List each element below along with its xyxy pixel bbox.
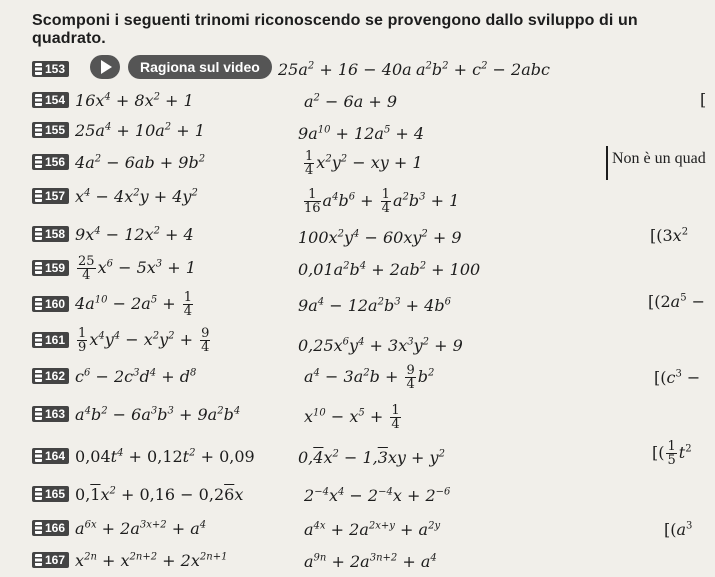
expression-left: $9x^4 - 12x^2 + 4$	[75, 224, 194, 244]
difficulty-icon	[35, 228, 42, 240]
exercise-number-badge: 153	[32, 61, 69, 77]
exercise-number-badge: 155	[32, 122, 69, 138]
exercise-number-badge: 161	[32, 332, 69, 348]
exercise-number-badge: 165	[32, 486, 69, 502]
difficulty-icon	[35, 450, 42, 462]
exercise-number-badge: 162	[32, 368, 69, 384]
difficulty-icon	[35, 334, 42, 346]
answer-note: [( $\frac{1}{5}$ $t^2$	[652, 439, 692, 468]
video-group[interactable]	[90, 55, 272, 79]
answer-note: [($c^3$ −	[654, 368, 701, 387]
expression-right: $0,4x^2 - 1,3xy + y^2$	[298, 448, 445, 467]
expression-right: $\frac{1}{4}$ $x^2y^2$ − xy + 1	[305, 149, 423, 178]
exercise-153	[32, 57, 69, 81]
exercise-number-badge: 164	[32, 448, 69, 464]
expression-right: $a^{9n} + 2a^{3n+2} + a^4$	[304, 552, 437, 571]
exercise-154	[32, 88, 194, 112]
exercise-161	[32, 325, 212, 355]
difficulty-icon	[35, 190, 42, 202]
difficulty-icon	[35, 488, 42, 500]
exercise-167	[32, 548, 227, 572]
expression-left: $a^4b^2 - 6a^3b^3 + 9a^2b^4$	[75, 404, 241, 424]
answer-note: [($2a^5$ −	[648, 292, 706, 311]
expression-left: $4a^2 - 6ab + 9b^2$	[75, 152, 206, 172]
exercise-number-badge: 154	[32, 92, 69, 108]
expression-right: $x^{10} - x^5$ + $\frac{1}{4}$	[304, 403, 400, 432]
difficulty-icon	[35, 156, 42, 168]
expression-left: $x^4 - 4x^2y + 4y^2$	[75, 186, 198, 206]
exercise-157	[32, 184, 198, 208]
exercise-number-badge: 157	[32, 188, 69, 204]
play-icon[interactable]	[90, 55, 120, 79]
expression-left: $4a^{10} - 2a^5$ + $\frac{1}{4}$	[75, 289, 193, 319]
expression-right: $a^2b^2 + c^2 - 2abc$	[416, 60, 550, 79]
exercise-number-badge: 158	[32, 226, 69, 242]
expression-left: $x^{2n} + x^{2n+2} + 2x^{2n+1}$	[75, 550, 228, 570]
expression-right: $2^{-4}x^4 - 2^{-4}x + 2^{-6}$	[304, 486, 451, 505]
expression-right: $\frac{1}{16}$ $a^4b^6$ + $\frac{1}{4}$ $a^2b^3 + 1$	[304, 187, 460, 216]
expression-right: $100x^2y^4 - 60xy^2 + 9$	[298, 228, 462, 247]
difficulty-icon	[35, 408, 42, 420]
answer-note: [($3x^2$	[650, 226, 689, 245]
exercise-number-badge: 163	[32, 406, 69, 422]
exercise-number-badge: 160	[32, 296, 69, 312]
exercise-165	[32, 482, 243, 506]
expression-left: $\frac{1}{9}$ $x^4y^4 - x^2y^2$ + $\frac{9}{4}$	[78, 325, 210, 355]
difficulty-icon	[35, 94, 42, 106]
exercise-159	[32, 253, 196, 283]
expression-video: $25a^2 + 16 - 40a$	[278, 60, 412, 79]
expression-left: $0,1x^2 + 0,16 - 0,26x$	[75, 484, 244, 504]
exercise-163	[32, 402, 240, 426]
exercise-number-badge: 159	[32, 260, 69, 276]
exercise-number-badge: 166	[32, 520, 69, 536]
answer-note: Non è un quad	[612, 150, 706, 167]
difficulty-icon	[35, 554, 42, 566]
expression-left: $\frac{25}{4}$ $x^6 - 5x^3 + 1$	[78, 253, 196, 283]
expression-right: $0,01a^2b^4 + 2ab^2 + 100$	[298, 260, 481, 279]
expression-right: $a^2 - 6a + 9$	[304, 92, 397, 111]
expression-right: $9a^{10} + 12a^5 + 4$	[298, 124, 425, 143]
exercise-number-badge: 156	[32, 154, 69, 170]
expression-left: $c^6 - 2c^3d^4 + d^8$	[75, 366, 197, 386]
expression-left: $16x^4 + 8x^2 + 1$	[75, 90, 194, 110]
difficulty-icon	[35, 124, 42, 136]
difficulty-icon	[35, 298, 42, 310]
difficulty-icon	[35, 370, 42, 382]
exercise-160	[32, 289, 195, 319]
exercise-155	[32, 118, 205, 142]
exercise-158	[32, 222, 194, 246]
exercise-164	[32, 444, 255, 468]
expression-right: $0,25x^6y^4 + 3x^3y^2 + 9$	[298, 336, 463, 355]
difficulty-icon	[35, 63, 42, 75]
exercise-162	[32, 364, 196, 388]
exercise-156	[32, 150, 205, 174]
video-button[interactable]: Ragiona sul video	[128, 55, 272, 79]
expression-left: $25a^4 + 10a^2 + 1$	[75, 120, 205, 140]
exercise-instructions: Scomponi i seguenti trinomi riconoscendo se provengono dallo sviluppo di un quadrato.	[32, 12, 638, 47]
bracket	[606, 146, 608, 180]
expression-left: $0,04t^4 + 0,12t^2 + 0,09$	[75, 446, 255, 466]
expression-right: $a^{4x} + 2a^{2x+y} + a^{2y}$	[304, 520, 441, 539]
answer-note: [	[700, 90, 707, 109]
exercise-number-badge: 167	[32, 552, 69, 568]
expression-right: $9a^4 - 12a^2b^3 + 4b^6$	[298, 296, 451, 315]
difficulty-icon	[35, 522, 42, 534]
expression-right: $a^4 - 3a^2b$ + $\frac{9}{4}$ $b^2$	[304, 363, 435, 392]
exercise-166	[32, 516, 206, 540]
expression-left: $a^{6x} + 2a^{3x+2} + a^4$	[75, 518, 207, 538]
answer-note: [($a^3$	[664, 520, 693, 539]
difficulty-icon	[35, 262, 42, 274]
